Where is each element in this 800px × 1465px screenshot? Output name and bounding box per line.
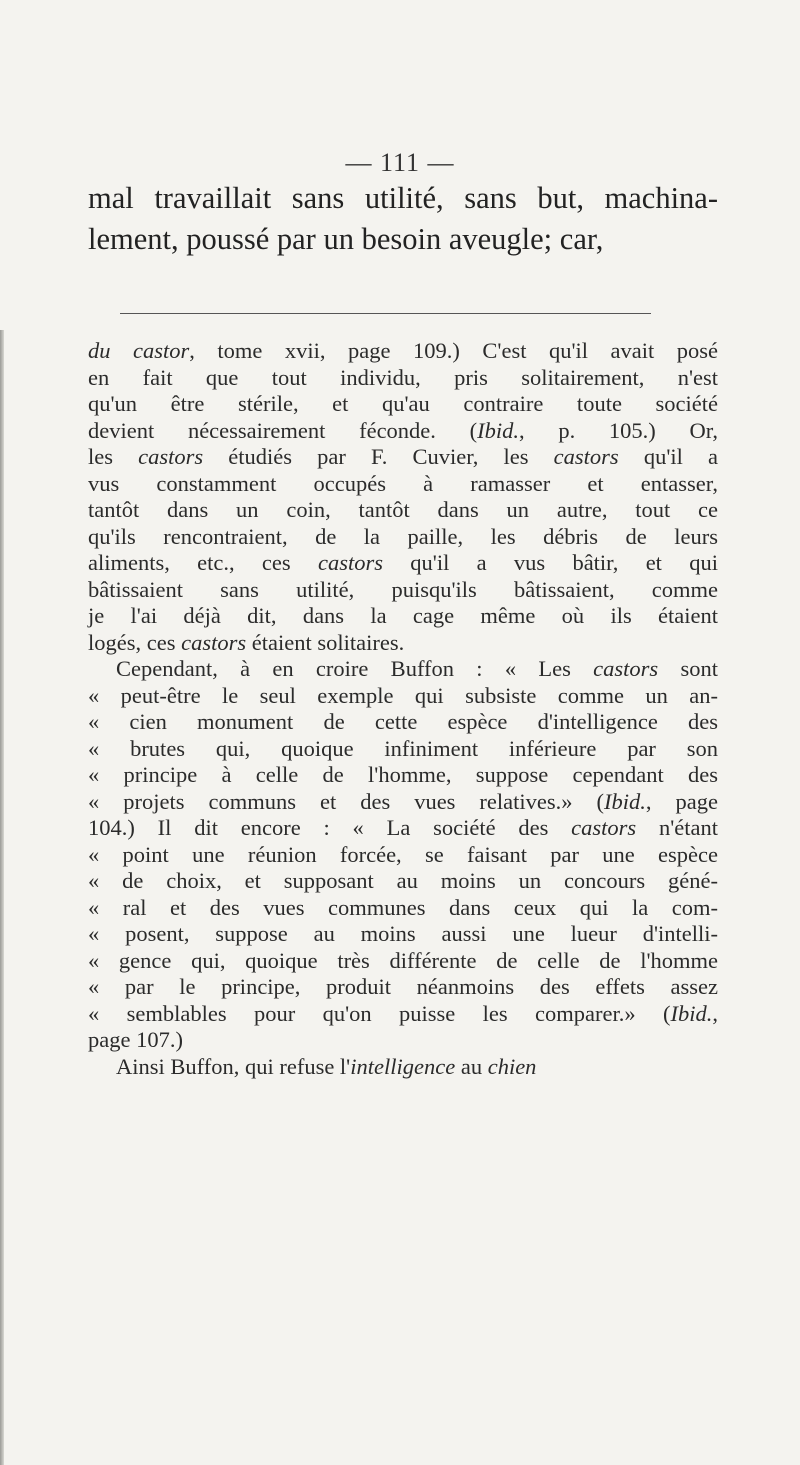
main-text — [88, 178, 718, 260]
footnote-line — [88, 709, 718, 736]
footnote-text: devient nécessairement féconde. ( — [88, 417, 478, 443]
footnote-text: « peut-être le seul exemple qui subsiste comme un an- — [88, 682, 718, 708]
footnote-text: Cependant, à en croire Buffon : « Les — [116, 656, 594, 681]
footnote-text: « point une réunion forcée, se faisant par une espèce — [88, 841, 718, 867]
italic-term: castors — [181, 629, 247, 655]
footnote-line — [88, 895, 718, 922]
footnote-text: logés, ces — [88, 629, 182, 655]
footnote-line — [88, 656, 718, 683]
footnote-text: tantôt dans un coin, tantôt dans un autre, tout ce — [88, 497, 718, 522]
italic-term: castors — [553, 444, 619, 469]
italic-term: Ibid. — [477, 417, 519, 443]
footnote-text: , — [712, 1000, 718, 1026]
footnote-line — [88, 868, 718, 895]
footnote-text: n'étant — [636, 815, 718, 840]
footnote-line — [88, 1027, 718, 1054]
footnote-text: « ral et des vues communes dans ceux qui la com- — [88, 894, 718, 920]
italic-term: Ibid. — [670, 1000, 713, 1026]
footnote-line — [88, 815, 718, 842]
binding-gutter-shadow — [0, 330, 4, 1465]
italic-term: castors — [593, 656, 659, 681]
footnote-line — [88, 789, 718, 816]
footnote-text: page 107.) — [88, 1027, 183, 1052]
footnote-text: « posent, suppose au moins aussi une lueur d'intelli- — [88, 921, 718, 946]
footnote-text: étudiés par F. Cuvier, les — [203, 444, 554, 469]
italic-term: castors — [571, 815, 637, 840]
footnote-text: qu'ils rencontraient, de la paille, les débris de leurs — [88, 523, 718, 549]
page-number-header: — 111 — — [345, 148, 455, 177]
footnote-text: 104.) Il dit encore : « La société des — [88, 815, 572, 840]
footnote-line — [88, 524, 718, 551]
footnote-line — [88, 736, 718, 763]
footnote-text: « semblables pour qu'on puisse les comparer.» ( — [88, 1000, 671, 1026]
footnote-text: , tome xvii, page 109.) C'est qu'il avait posé — [189, 338, 718, 363]
footnote-line — [88, 391, 718, 418]
footnote-text: vus constamment occupés à ramasser et entasser, — [88, 470, 718, 496]
italic-term: castors — [138, 444, 204, 469]
footnote-text: « de choix, et supposant au moins un concours géné- — [88, 868, 718, 893]
footnote-text: qu'un être stérile, et qu'au contraire toute société — [88, 391, 718, 416]
footnote-text: « projets communs et des vues relatives.» ( — [88, 788, 605, 814]
footnote-line — [88, 603, 718, 630]
main-text-line: mal travaillait sans utilité, sans but, machina- — [88, 181, 718, 215]
footnote-text: « cien monument de cette espèce d'intelligence des — [88, 709, 718, 734]
footnote-text: sont — [658, 656, 718, 681]
italic-term: intelligence — [350, 1053, 456, 1079]
italic-term: chien — [487, 1053, 537, 1079]
footnote-text: je l'ai déjà dit, dans la cage même où ils étaient — [88, 603, 718, 628]
footnote-block — [88, 338, 718, 1080]
footnote-text: , page — [645, 788, 718, 814]
footnote-text: « brutes qui, quoique infiniment inférieure par son — [88, 735, 718, 761]
footnote-text: « par le principe, produit néanmoins des effets assez — [88, 974, 718, 999]
footnote-line — [88, 365, 718, 392]
footnote-line — [88, 683, 718, 710]
footnote-line — [88, 921, 718, 948]
footnote-line — [88, 630, 718, 657]
footnote-text: qu'il a — [618, 444, 718, 469]
footnote-text: , p. 105.) Or, — [519, 417, 718, 443]
main-text-line: lement, poussé par un besoin aveugle; car, — [88, 222, 604, 256]
footnote-text: les — [88, 444, 139, 469]
footnote-line — [88, 338, 718, 365]
footnote-text: aliments, etc., ces — [88, 550, 318, 575]
footnote-line — [88, 842, 718, 869]
footnote-text: bâtissaient sans utilité, puisqu'ils bâtissaient, comme — [88, 576, 718, 602]
footnote-line — [88, 948, 718, 975]
footnote-text: « principe à celle de l'homme, suppose cependant des — [88, 762, 718, 787]
footnote-text: en fait que tout individu, pris solitairement, n'est — [88, 364, 718, 390]
footnote-line — [88, 577, 718, 604]
footnote-line — [88, 418, 718, 445]
footnote-text: qu'il a vus bâtir, et qui — [382, 550, 718, 575]
footnote-line — [88, 1001, 718, 1028]
italic-term: du castor — [88, 338, 190, 363]
footnote-text: « gence qui, quoique très différente de celle de l'homme — [88, 947, 718, 973]
footnote-text: au — [455, 1053, 488, 1079]
italic-term: Ibid. — [604, 788, 646, 814]
footnote-separator-rule — [120, 313, 651, 314]
footnote-line — [88, 974, 718, 1001]
footnote-text: Ainsi Buffon, qui refuse l' — [116, 1053, 351, 1079]
footnote-line — [88, 550, 718, 577]
footnote-line — [88, 497, 718, 524]
italic-term: castors — [317, 550, 383, 575]
footnote-line — [88, 471, 718, 498]
footnote-line — [88, 444, 718, 471]
footnote-line — [88, 1054, 718, 1081]
footnote-line — [88, 762, 718, 789]
footnote-text: étaient solitaires. — [246, 629, 405, 655]
